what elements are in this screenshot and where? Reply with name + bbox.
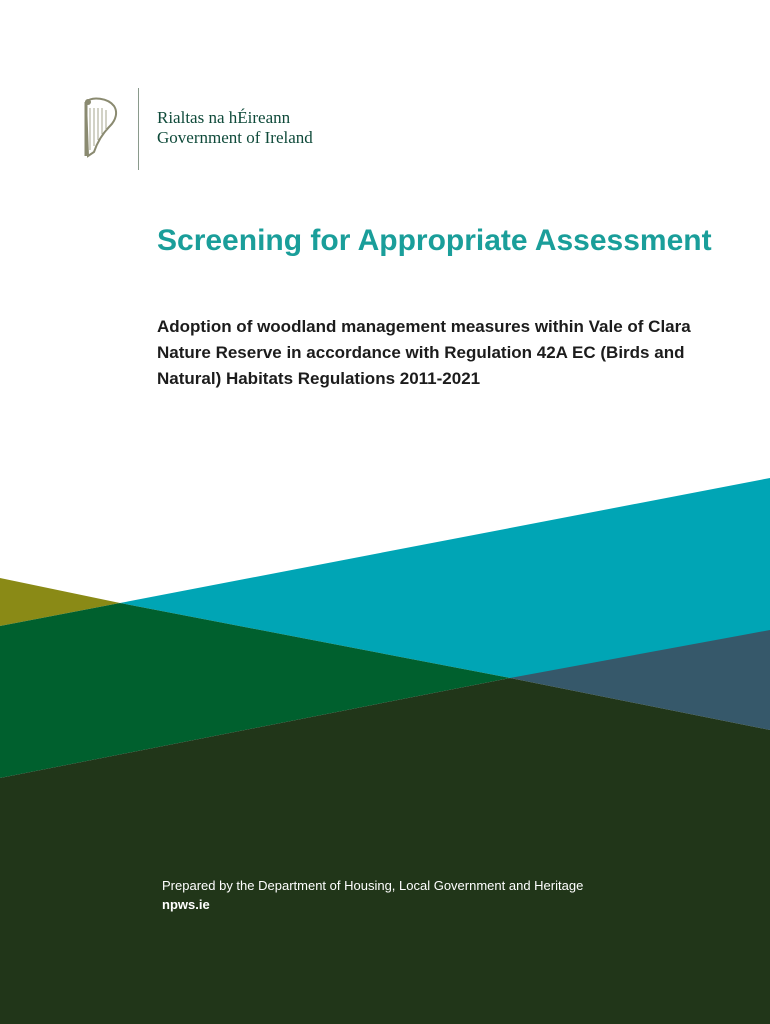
document-subtitle: Adoption of woodland management measures within Vale of Clara Nature Reserve in accordance with Regulation 42A EC (Birds and Natural) Habitats Regulations 2011-2021 <box>157 317 691 388</box>
website-text: npws.ie <box>162 897 210 912</box>
prepared-by-text: Prepared by the Department of Housing, Local Government and Heritage <box>162 878 584 893</box>
logo-english-name: Government of Ireland <box>157 128 313 147</box>
logo-divider <box>138 88 139 170</box>
logo-irish-name: Rialtas na hÉireann <box>157 108 291 127</box>
government-logo <box>78 88 378 170</box>
document-title: Screening for Appropriate Assessment <box>157 224 712 257</box>
harp-icon <box>78 96 120 160</box>
logo-text <box>157 108 313 148</box>
footer <box>162 876 722 914</box>
